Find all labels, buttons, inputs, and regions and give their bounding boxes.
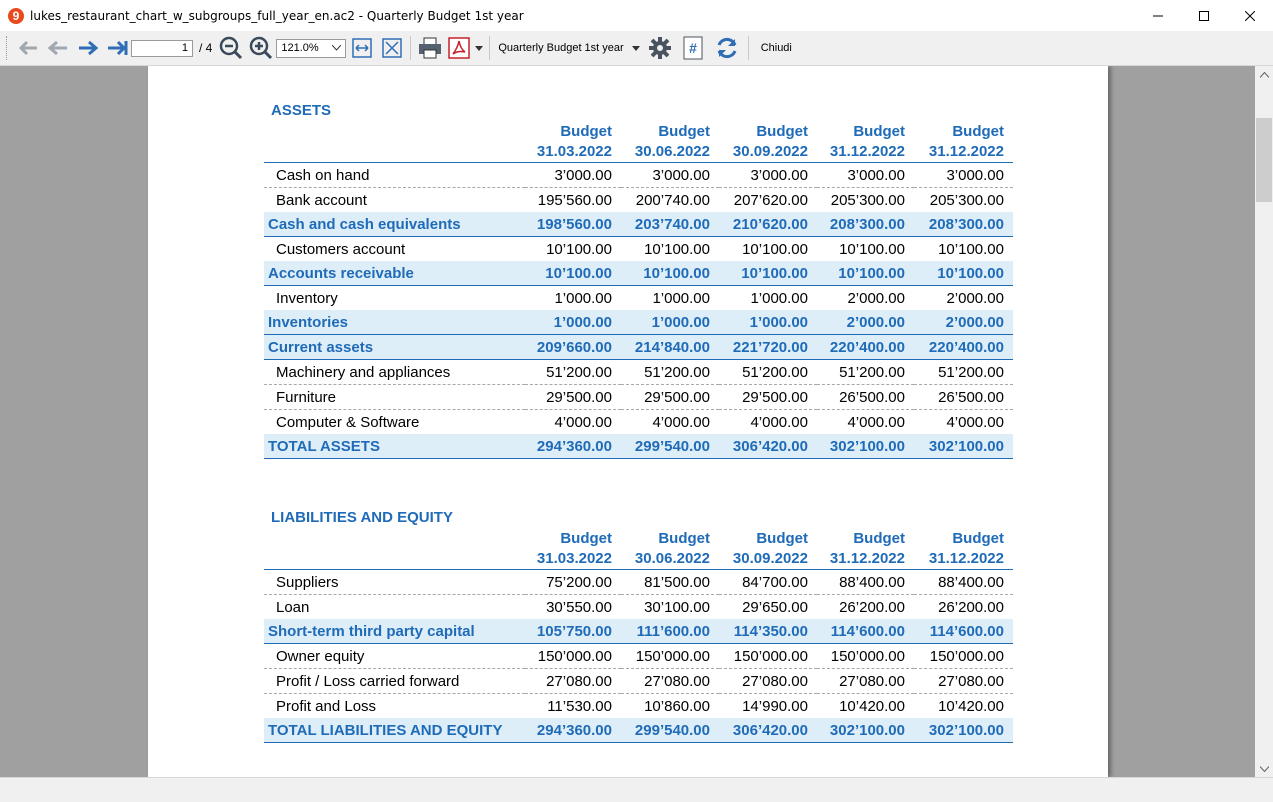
header-row <box>264 529 1013 570</box>
toolbar-separator <box>410 36 411 60</box>
amount-cell: 27’080.00 <box>525 669 621 694</box>
column-header-date: 31.12.2022 <box>829 550 905 567</box>
fit-page-icon <box>382 38 402 58</box>
amount-cell: 29’500.00 <box>621 385 719 410</box>
amount-cell: 88’400.00 <box>817 570 914 595</box>
amount-cell: 114’600.00 <box>914 619 1013 644</box>
amount-cell: 294’360.00 <box>525 434 621 459</box>
column-header <box>719 529 817 570</box>
row-label: Customers account <box>276 240 406 258</box>
amount-cell: 306’420.00 <box>719 718 817 743</box>
amount-cell: 2’000.00 <box>817 310 914 335</box>
amount-cell: 2’000.00 <box>847 289 905 307</box>
prev-page-button[interactable] <box>43 34 73 62</box>
row-label: Profit and Loss <box>276 697 377 715</box>
amount-cell: 4’000.00 <box>946 413 1004 431</box>
row-label: Cash on hand <box>264 163 525 188</box>
amount-cell: 208’300.00 <box>914 212 1013 237</box>
svg-text:#: # <box>688 40 697 56</box>
chevron-up-icon <box>1260 72 1269 78</box>
amount-cell: 51’200.00 <box>914 360 1013 385</box>
next-page-button[interactable] <box>73 34 103 62</box>
account-row <box>264 644 1013 669</box>
print-button[interactable] <box>415 34 445 62</box>
report-page <box>148 66 1108 777</box>
row-label: Machinery and appliances <box>264 360 525 385</box>
amount-cell: 75’200.00 <box>525 570 621 595</box>
zoom-out-icon <box>219 36 243 60</box>
header-blank <box>264 529 525 570</box>
toolbar <box>0 31 1273 66</box>
amount-cell: 10’100.00 <box>839 240 905 258</box>
amount-cell: 105’750.00 <box>525 619 621 644</box>
row-label: Suppliers <box>264 570 525 595</box>
prev-page-icon <box>47 39 69 57</box>
amount-cell: 29’500.00 <box>719 385 817 410</box>
amount-cell: 210’620.00 <box>719 212 817 237</box>
column-header <box>914 529 1013 570</box>
report-select[interactable] <box>494 42 643 54</box>
amount-cell: 26’200.00 <box>839 598 905 616</box>
amount-cell: 3’000.00 <box>621 163 719 188</box>
amount-cell: 302’100.00 <box>914 718 1013 743</box>
amount-cell: 150’000.00 <box>621 644 719 669</box>
amount-cell: 26’500.00 <box>817 385 914 410</box>
account-row <box>264 237 1013 262</box>
amount-cell: 1’000.00 <box>621 310 719 335</box>
print-icon <box>418 37 442 59</box>
settings-button[interactable] <box>644 34 676 62</box>
amount-cell: 51’200.00 <box>817 360 914 385</box>
window-title: lukes_restaurant_chart_w_subgroups_full_year_en.ac2 - Quarterly Budget 1st year <box>30 8 524 23</box>
amount-cell: 111’600.00 <box>621 619 719 644</box>
next-page-icon <box>77 39 99 57</box>
scrollbar-thumb[interactable] <box>1256 118 1272 202</box>
refresh-button[interactable] <box>710 34 744 62</box>
amount-cell: 203’740.00 <box>621 212 719 237</box>
column-header-date: 30.09.2022 <box>732 143 808 160</box>
row-label: Inventories <box>264 310 525 335</box>
account-row <box>264 669 1013 694</box>
amount-cell: 2’000.00 <box>946 289 1004 307</box>
minimize-button[interactable] <box>1135 0 1181 31</box>
scroll-down-button[interactable] <box>1255 760 1273 777</box>
amount-cell: 2’000.00 <box>914 310 1013 335</box>
amount-cell: 221’720.00 <box>719 335 817 360</box>
pdf-export-button[interactable] <box>445 34 473 62</box>
amount-cell: 14’990.00 <box>742 697 808 715</box>
amount-cell: 114’600.00 <box>817 619 914 644</box>
row-label: Profit / Loss carried forward <box>264 669 525 694</box>
column-header-line1: Budget <box>560 123 612 140</box>
last-page-button[interactable] <box>103 34 131 62</box>
row-label: Bank account <box>276 191 367 209</box>
toolbar-grip <box>6 36 13 60</box>
row-label: Loan <box>276 598 310 616</box>
account-row <box>264 360 1013 385</box>
amount-cell: 150’000.00 <box>525 644 621 669</box>
minimize-icon <box>1153 11 1163 21</box>
amount-cell: 195’560.00 <box>537 191 612 209</box>
amount-cell: 4’000.00 <box>554 413 612 431</box>
account-row <box>264 385 1013 410</box>
app-logo-icon: 9 <box>8 8 24 24</box>
caret-down-icon <box>475 46 483 51</box>
amount-cell: 30’100.00 <box>644 598 710 616</box>
column-header-date: 30.06.2022 <box>634 143 710 160</box>
row-label: Owner equity <box>264 644 525 669</box>
amount-cell: 220’400.00 <box>914 335 1013 360</box>
amount-cell: 26’200.00 <box>938 598 1004 616</box>
vertical-scrollbar[interactable] <box>1255 66 1273 777</box>
amount-cell: 207’620.00 <box>733 191 808 209</box>
amount-cell: 10’100.00 <box>525 261 621 286</box>
amount-cell: 30’550.00 <box>546 598 612 616</box>
amount-cell: 3’000.00 <box>914 163 1013 188</box>
row-label: Cash and cash equivalents <box>264 212 525 237</box>
amount-cell: 150’000.00 <box>914 644 1013 669</box>
last-page-icon <box>106 39 128 57</box>
account-row <box>264 163 1013 188</box>
row-label: TOTAL LIABILITIES AND EQUITY <box>264 718 525 743</box>
zoom-value: 121.0% <box>281 42 319 54</box>
subtotal-row <box>264 261 1013 286</box>
column-header <box>525 122 621 163</box>
column-header-line1: Budget <box>853 530 905 547</box>
amount-cell: 208’300.00 <box>817 212 914 237</box>
amount-cell: 1’000.00 <box>525 310 621 335</box>
total-row <box>264 718 1013 743</box>
column-header <box>621 529 719 570</box>
column-header-line1: Budget <box>853 123 905 140</box>
settings-icon <box>648 36 672 60</box>
subtotal-row <box>264 212 1013 237</box>
maximize-button[interactable] <box>1181 0 1227 31</box>
amount-cell: 1’000.00 <box>652 289 710 307</box>
amount-cell: 27’080.00 <box>817 669 914 694</box>
amount-cell: 10’100.00 <box>621 261 719 286</box>
amount-cell: 302’100.00 <box>817 434 914 459</box>
fit-page-button[interactable] <box>378 34 406 62</box>
amount-cell: 302’100.00 <box>817 718 914 743</box>
header-row <box>264 122 1013 163</box>
amount-cell: 299’540.00 <box>621 718 719 743</box>
column-header-date: 31.03.2022 <box>536 550 612 567</box>
amount-cell: 27’080.00 <box>914 669 1013 694</box>
column-header-line1: Budget <box>756 123 808 140</box>
amount-cell: 88’400.00 <box>914 570 1013 595</box>
amount-cell: 3’000.00 <box>525 163 621 188</box>
amount-cell: 209’660.00 <box>525 335 621 360</box>
column-header <box>817 529 914 570</box>
assets-title: ASSETS <box>271 102 332 119</box>
liabilities-title: LIABILITIES AND EQUITY <box>271 509 453 526</box>
page-number-icon <box>683 36 703 60</box>
zoom-select[interactable] <box>276 39 346 58</box>
row-label: Computer & Software <box>276 413 420 431</box>
first-page-button[interactable] <box>13 34 43 62</box>
column-header <box>525 529 621 570</box>
amount-cell: 10’100.00 <box>742 240 808 258</box>
row-label: Accounts receivable <box>264 261 525 286</box>
amount-cell: 4’000.00 <box>847 413 905 431</box>
title-bar <box>0 0 1273 31</box>
subtotal-row <box>264 310 1013 335</box>
column-header-line1: Budget <box>560 530 612 547</box>
amount-cell: 10’100.00 <box>914 261 1013 286</box>
amount-cell: 1’000.00 <box>719 310 817 335</box>
amount-cell: 26’500.00 <box>914 385 1013 410</box>
caret-down-icon <box>632 46 640 51</box>
amount-cell: 294’360.00 <box>525 718 621 743</box>
amount-cell: 114’350.00 <box>719 619 817 644</box>
close-icon <box>1245 11 1255 21</box>
amount-cell: 10’100.00 <box>644 240 710 258</box>
amount-cell: 220’400.00 <box>817 335 914 360</box>
close-window-button[interactable] <box>1227 0 1273 31</box>
amount-cell: 51’200.00 <box>719 360 817 385</box>
account-row <box>264 694 1013 719</box>
amount-cell: 198’560.00 <box>525 212 621 237</box>
report-name: Quarterly Budget 1st year <box>498 42 624 54</box>
account-row <box>264 188 1013 213</box>
amount-cell: 10’860.00 <box>644 697 710 715</box>
amount-cell: 10’100.00 <box>546 240 612 258</box>
column-header-line1: Budget <box>952 530 1004 547</box>
amount-cell: 27’080.00 <box>719 669 817 694</box>
column-header-date: 30.09.2022 <box>732 550 808 567</box>
amount-cell: 29’500.00 <box>525 385 621 410</box>
fit-width-icon <box>352 38 372 58</box>
amount-cell: 51’200.00 <box>525 360 621 385</box>
column-header-line1: Budget <box>756 530 808 547</box>
column-header-date: 31.12.2022 <box>829 143 905 160</box>
amount-cell: 214’840.00 <box>621 335 719 360</box>
amount-cell: 11’530.00 <box>547 697 612 715</box>
row-label: Inventory <box>276 289 338 307</box>
page-number-button[interactable] <box>676 34 710 62</box>
zoom-in-icon <box>249 36 273 60</box>
subtotal-row <box>264 619 1013 644</box>
amount-cell: 205’300.00 <box>929 191 1004 209</box>
amount-cell: 299’540.00 <box>621 434 719 459</box>
status-bar <box>0 777 1273 802</box>
amount-cell: 3’000.00 <box>817 163 914 188</box>
row-label: Current assets <box>264 335 525 360</box>
amount-cell: 200’740.00 <box>635 191 710 209</box>
amount-cell: 27’080.00 <box>621 669 719 694</box>
row-label: Furniture <box>264 385 525 410</box>
column-header-date: 31.12.2022 <box>928 550 1004 567</box>
fit-width-button[interactable] <box>346 34 378 62</box>
amount-cell: 205’300.00 <box>830 191 905 209</box>
column-header-date: 31.12.2022 <box>928 143 1004 160</box>
amount-cell: 302’100.00 <box>914 434 1013 459</box>
assets-table <box>264 122 1013 459</box>
amount-cell: 51’200.00 <box>621 360 719 385</box>
column-header <box>719 122 817 163</box>
assets-section <box>264 100 1013 459</box>
amount-cell: 4’000.00 <box>750 413 808 431</box>
maximize-icon <box>1199 11 1209 21</box>
zoom-in-button[interactable] <box>246 34 276 62</box>
column-header <box>914 122 1013 163</box>
amount-cell: 81’500.00 <box>621 570 719 595</box>
amount-cell: 1’000.00 <box>554 289 612 307</box>
subtotal-row <box>264 335 1013 360</box>
pdf-icon <box>448 37 470 59</box>
page-total-label: / 4 <box>199 41 213 55</box>
account-row <box>264 410 1013 435</box>
amount-cell: 3’000.00 <box>719 163 817 188</box>
amount-cell: 84’700.00 <box>719 570 817 595</box>
liabilities-table <box>264 529 1013 743</box>
column-header-date: 31.03.2022 <box>536 143 612 160</box>
pdf-options-dropdown[interactable] <box>473 34 485 62</box>
chevron-down-icon <box>1260 766 1269 772</box>
scroll-up-button[interactable] <box>1255 66 1273 83</box>
amount-cell: 29’650.00 <box>742 598 808 616</box>
amount-cell: 1’000.00 <box>750 289 808 307</box>
column-header-line1: Budget <box>658 530 710 547</box>
toolbar-separator <box>748 36 749 60</box>
refresh-icon <box>715 36 739 60</box>
document-viewport[interactable] <box>0 66 1255 777</box>
amount-cell: 10’100.00 <box>938 240 1004 258</box>
account-row <box>264 570 1013 595</box>
header-blank <box>264 122 525 163</box>
close-preview-button[interactable]: Chiudi <box>760 42 792 54</box>
column-header-line1: Budget <box>952 123 1004 140</box>
row-label: TOTAL ASSETS <box>264 434 525 459</box>
first-page-icon <box>17 39 39 57</box>
toolbar-separator <box>489 36 490 60</box>
amount-cell: 10’100.00 <box>719 261 817 286</box>
liabilities-section <box>264 507 1013 743</box>
page-number-input[interactable] <box>131 40 193 57</box>
amount-cell: 150’000.00 <box>817 644 914 669</box>
amount-cell: 306’420.00 <box>719 434 817 459</box>
column-header <box>817 122 914 163</box>
account-row <box>264 595 1013 620</box>
window-controls <box>1135 0 1273 31</box>
zoom-out-button[interactable] <box>216 34 246 62</box>
row-label: Short-term third party capital <box>264 619 525 644</box>
column-header-date: 30.06.2022 <box>634 550 710 567</box>
account-row <box>264 286 1013 311</box>
amount-cell: 10’100.00 <box>817 261 914 286</box>
chevron-down-icon <box>332 45 341 51</box>
total-row <box>264 434 1013 459</box>
amount-cell: 150’000.00 <box>719 644 817 669</box>
column-header-line1: Budget <box>658 123 710 140</box>
amount-cell: 10’420.00 <box>839 697 905 715</box>
amount-cell: 10’420.00 <box>938 697 1004 715</box>
amount-cell: 4’000.00 <box>652 413 710 431</box>
column-header <box>621 122 719 163</box>
